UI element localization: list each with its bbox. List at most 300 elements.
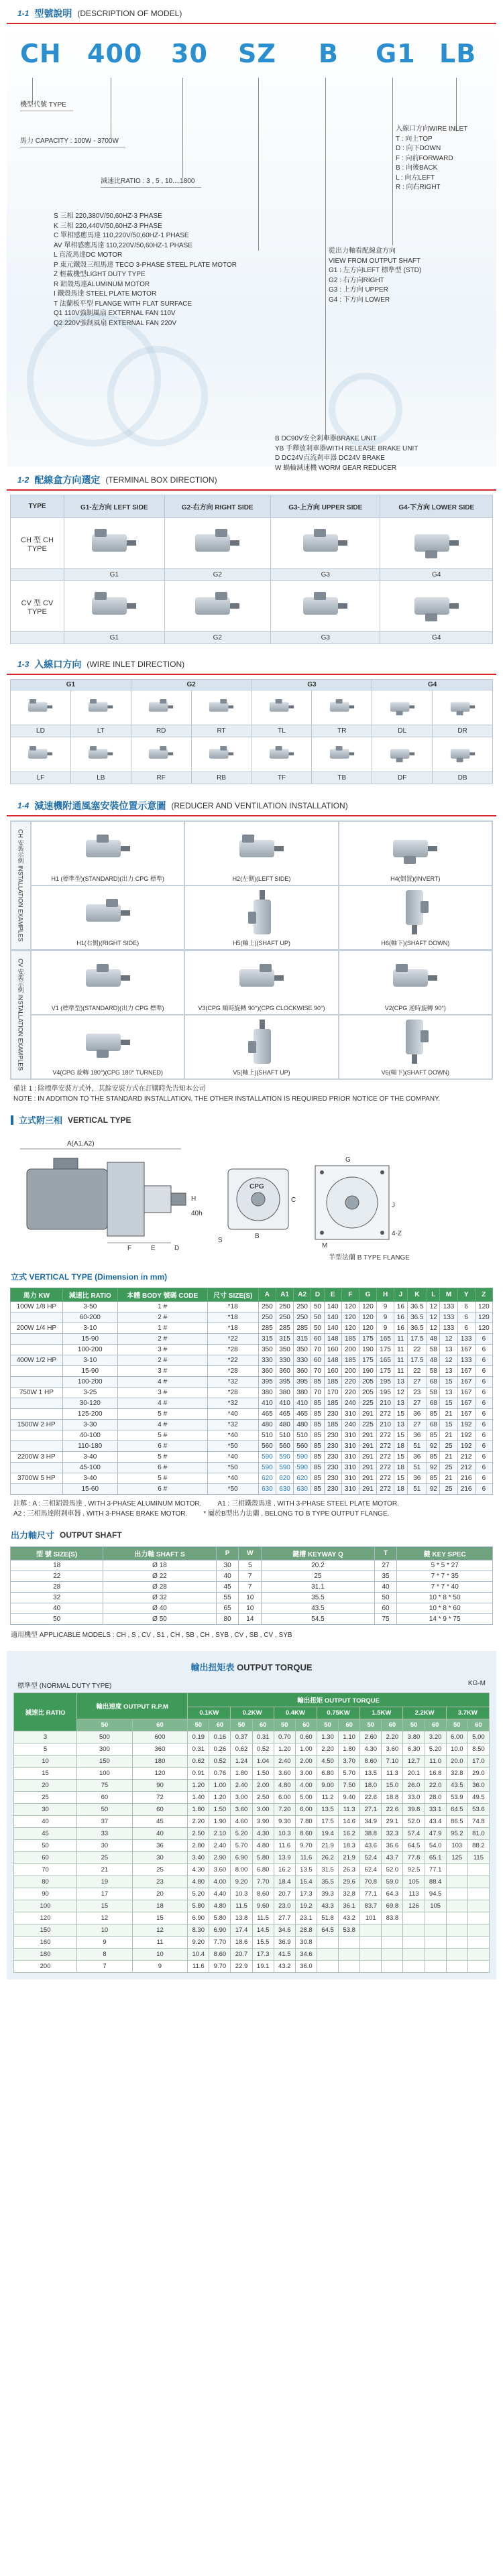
- table-cell: 590: [276, 1463, 293, 1473]
- table-cell: 560: [294, 1441, 311, 1452]
- table-cell: 83.8: [382, 1912, 403, 1924]
- install-cell: [184, 885, 338, 950]
- table-cell: 23: [132, 1876, 188, 1888]
- table-cell: 51: [407, 1441, 427, 1452]
- table-row: [14, 1937, 490, 1949]
- table-cell: 5 #: [117, 1430, 207, 1441]
- dim-label-g: G: [345, 1156, 351, 1164]
- table-cell: 5 #: [117, 1409, 207, 1420]
- table-cell: 120: [14, 1912, 77, 1924]
- table-cell: 6: [475, 1334, 492, 1345]
- table-cell: 10.3: [274, 1828, 295, 1840]
- motor-g2-icon: [191, 526, 243, 558]
- table-cell: 9.20: [188, 1937, 209, 1949]
- table-cell: 13.8: [231, 1912, 252, 1924]
- table-cell: 8.60: [209, 1949, 231, 1961]
- table-cell: 18.4: [274, 1876, 295, 1888]
- table-cell: 140: [324, 1312, 341, 1323]
- table-cell: 140: [324, 1302, 341, 1312]
- table-cell: 350: [294, 1345, 311, 1355]
- table-cell: 360: [258, 1366, 276, 1377]
- ratio-label: 減速比RATIO : 3 , 5 , 10....1800: [101, 177, 201, 188]
- table-cell: 120: [475, 1323, 492, 1334]
- terminal-section-header: [7, 467, 496, 491]
- table-cell: 0.19: [188, 1731, 209, 1743]
- table-row: [11, 1441, 493, 1452]
- table-cell: 205: [359, 1377, 376, 1388]
- table-cell: 465: [294, 1409, 311, 1420]
- table-row: [14, 1804, 490, 1816]
- table-cell: 4.30: [252, 1828, 274, 1840]
- table-cell: 12: [440, 1355, 457, 1366]
- table-cell: 5 #: [117, 1473, 207, 1484]
- table-cell: 4.80: [274, 1780, 295, 1792]
- hz-header: 60: [425, 1719, 446, 1731]
- table-cell: 180: [132, 1756, 188, 1768]
- table-cell: 133: [457, 1355, 475, 1366]
- table-cell: *22: [207, 1334, 258, 1345]
- table-row: [11, 1323, 493, 1334]
- ch-side-label-box: [11, 821, 31, 950]
- table-cell: 210: [377, 1420, 394, 1430]
- table-cell: [11, 1463, 63, 1473]
- table-row: [14, 1852, 490, 1864]
- table-cell: [467, 1876, 489, 1888]
- table-cell: 310: [341, 1463, 359, 1473]
- dim-label-4z: 4-Z: [392, 1230, 402, 1237]
- table-cell: Ø 28: [103, 1582, 216, 1593]
- code-cell: G3: [271, 632, 380, 644]
- table-cell: 1500W 2 HP: [11, 1420, 63, 1430]
- table-cell: [446, 1864, 467, 1876]
- table-cell: 60: [374, 1603, 397, 1614]
- table-cell: 30: [132, 1852, 188, 1864]
- table-cell: 167: [457, 1409, 475, 1420]
- table-cell: 15.5: [252, 1937, 274, 1949]
- table-cell: 18: [394, 1441, 407, 1452]
- table-cell: 3.60: [274, 1768, 295, 1780]
- dim-col-header: A1: [276, 1288, 293, 1302]
- table-cell: 35: [374, 1571, 397, 1582]
- inlet-code: DR: [433, 725, 493, 737]
- table-cell: 6: [475, 1430, 492, 1441]
- motor-type-item: T 法蘭板平型 FLANGE WITH FLAT SURFACE: [54, 300, 192, 308]
- table-cell: 36.1: [339, 1900, 360, 1912]
- install-motor-icon: [82, 1026, 134, 1058]
- code-brake: B: [319, 39, 339, 68]
- table-cell: 0.31: [188, 1743, 209, 1756]
- table-cell: 230: [324, 1409, 341, 1420]
- table-cell: 230: [324, 1430, 341, 1441]
- table-cell: 480: [258, 1420, 276, 1430]
- hz-header: 60: [295, 1719, 317, 1731]
- torque-table: [13, 1693, 490, 1973]
- table-cell: 33.1: [425, 1804, 446, 1816]
- table-row: [14, 1900, 490, 1912]
- table-row: [11, 1463, 493, 1473]
- install-motor-icon: [399, 1016, 431, 1068]
- row-label: CH 型 CH TYPE: [11, 518, 64, 569]
- dim-table-title: [11, 1271, 492, 1282]
- table-cell: 8.00: [231, 1864, 252, 1876]
- table-cell: 6.80: [252, 1864, 274, 1876]
- shaft-title-zh: 出力軸尺寸: [11, 1530, 55, 1540]
- table-row: [14, 1731, 490, 1743]
- table-cell: 37: [77, 1816, 133, 1828]
- table-cell: 85: [311, 1430, 324, 1441]
- table-cell: 101: [360, 1912, 382, 1924]
- table-cell: 17.3: [252, 1949, 274, 1961]
- table-row: [11, 1345, 493, 1355]
- table-cell: 81.0: [467, 1828, 489, 1840]
- note-a1: A1 : 三相鐵殼馬達 , WITH 3-PHASE STEEL PLATE MOTOR.: [217, 1500, 399, 1508]
- table-cell: 150: [14, 1924, 77, 1937]
- table-cell: 13.5: [295, 1864, 317, 1876]
- install-cell: [31, 1015, 184, 1079]
- vertical-drawing: [7, 1129, 496, 1270]
- install-cell: [31, 821, 184, 885]
- group-header: G1: [11, 680, 131, 690]
- code-motor: SZ: [238, 39, 276, 68]
- table-cell: 10.0: [446, 1743, 467, 1756]
- table-cell: 36: [132, 1840, 188, 1852]
- table-cell: 75: [374, 1614, 397, 1625]
- table-cell: 6 #: [117, 1463, 207, 1473]
- table-cell: 43.6: [360, 1840, 382, 1852]
- table-row: [11, 1388, 493, 1398]
- section-title-zh: 配線盒方向選定: [34, 475, 101, 485]
- motor-cv-g3-icon: [299, 589, 351, 621]
- table-cell: 13: [440, 1388, 457, 1398]
- install-motor-icon: [245, 1016, 278, 1068]
- table-row: [11, 1560, 493, 1571]
- table-cell: 43.3: [317, 1900, 338, 1912]
- table-cell: 3 #: [117, 1366, 207, 1377]
- table-cell: 9.40: [339, 1792, 360, 1804]
- motor-type-item: Z 輕載機型LIGHT DUTY TYPE: [54, 271, 146, 278]
- table-cell: 70: [14, 1864, 77, 1876]
- table-cell: 133: [440, 1312, 457, 1323]
- table-cell: 285: [294, 1323, 311, 1334]
- table-cell: 148: [324, 1355, 341, 1366]
- table-cell: [11, 1366, 63, 1377]
- table-cell: 315: [258, 1334, 276, 1345]
- dim-col-header: G: [359, 1288, 376, 1302]
- torque-power-header: 1.5KW: [360, 1707, 403, 1719]
- dim-label-e: E: [151, 1245, 156, 1252]
- section-number: 1-4: [17, 801, 30, 810]
- table-cell: 20.1: [403, 1768, 425, 1780]
- install-motor-icon: [389, 961, 441, 993]
- table-cell: 1.80: [231, 1768, 252, 1780]
- table-cell: 0.52: [209, 1756, 231, 1768]
- table-cell: 100-200: [62, 1377, 117, 1388]
- table-cell: Ø 18: [103, 1560, 216, 1571]
- table-cell: 5: [239, 1560, 262, 1571]
- table-cell: 6: [475, 1377, 492, 1388]
- shaft-title-en: OUTPUT SHAFT: [60, 1530, 122, 1540]
- table-cell: 11.6: [274, 1840, 295, 1852]
- inlet-code: LF: [11, 772, 71, 784]
- table-cell: 47.9: [425, 1828, 446, 1840]
- table-cell: 4.30: [360, 1743, 382, 1756]
- table-row: [14, 1828, 490, 1840]
- code-cell: G1: [64, 569, 165, 581]
- table-cell: 380: [276, 1388, 293, 1398]
- inlet-motor-icon: [207, 698, 236, 715]
- table-cell: 15: [394, 1430, 407, 1441]
- table-cell: 9: [377, 1323, 394, 1334]
- table-cell: 68: [427, 1398, 440, 1409]
- table-cell: 28.8: [295, 1924, 317, 1937]
- install-note-zh: 備註 1 : 除標準安裝方式外，其餘安裝方式在訂購時先告知本公司: [13, 1085, 206, 1093]
- table-cell: 18.3: [339, 1840, 360, 1852]
- table-cell: 36.9: [274, 1937, 295, 1949]
- table-cell: 185: [324, 1377, 341, 1388]
- table-cell: 126: [403, 1900, 425, 1912]
- capacity-label: 馬力 CAPACITY : 100W - 3700W: [20, 137, 125, 147]
- table-cell: 3-25: [62, 1388, 117, 1398]
- hz-header: 50: [446, 1719, 467, 1731]
- table-cell: 4 #: [117, 1420, 207, 1430]
- inlet-code: TR: [312, 725, 372, 737]
- table-cell: *28: [207, 1345, 258, 1355]
- table-cell: 12: [427, 1302, 440, 1312]
- leader-line: [32, 78, 33, 102]
- table-cell: 200: [341, 1345, 359, 1355]
- table-cell: 92: [427, 1484, 440, 1495]
- torque-unit: KG-M: [467, 1680, 486, 1687]
- table-cell: 0.70: [274, 1731, 295, 1743]
- table-cell: 35.5: [317, 1876, 338, 1888]
- table-cell: 4.00: [295, 1780, 317, 1792]
- table-cell: 27: [407, 1420, 427, 1430]
- table-cell: 300: [77, 1743, 133, 1756]
- table-cell: 7: [239, 1582, 262, 1593]
- table-cell: 26.2: [317, 1852, 338, 1864]
- table-cell: 55: [216, 1593, 239, 1603]
- col-header: TYPE: [11, 495, 64, 518]
- table-cell: 5.00: [295, 1792, 317, 1804]
- table-cell: 22.6: [360, 1792, 382, 1804]
- table-cell: 40: [14, 1816, 77, 1828]
- table-cell: 77.1: [360, 1888, 382, 1900]
- table-cell: 21.9: [317, 1840, 338, 1852]
- table-cell: 92: [427, 1463, 440, 1473]
- table-cell: 13: [394, 1398, 407, 1409]
- table-cell: 58: [427, 1388, 440, 1398]
- table-cell: 14 * 9 * 75: [397, 1614, 493, 1625]
- hz-header: 60: [209, 1719, 231, 1731]
- table-cell: [403, 1912, 425, 1924]
- section-title-zh: 入線口方向: [34, 659, 82, 670]
- table-cell: [446, 1888, 467, 1900]
- table-cell: 380: [258, 1388, 276, 1398]
- table-cell: 65.1: [425, 1852, 446, 1864]
- vertical-notes: [13, 1499, 490, 1519]
- dim-col-header: 本體 BODY 號碼 CODE: [117, 1288, 207, 1302]
- table-cell: 310: [341, 1409, 359, 1420]
- table-cell: 11: [394, 1366, 407, 1377]
- table-cell: 20: [132, 1888, 188, 1900]
- inlet-code: RB: [191, 772, 252, 784]
- table-cell: [467, 1888, 489, 1900]
- table-cell: [339, 1961, 360, 1973]
- table-cell: 30: [14, 1804, 77, 1816]
- install-motor-icon: [399, 886, 431, 938]
- table-cell: 12: [394, 1388, 407, 1398]
- table-cell: 15.0: [382, 1780, 403, 1792]
- table-cell: 2.00: [252, 1780, 274, 1792]
- table-cell: 4 #: [117, 1398, 207, 1409]
- table-cell: 53.9: [446, 1792, 467, 1804]
- col-header: G2-右方向 RIGHT SIDE: [164, 495, 271, 518]
- table-row: [11, 1377, 493, 1388]
- table-cell: 15-90: [62, 1366, 117, 1377]
- table-cell: *32: [207, 1398, 258, 1409]
- table-cell: 10: [239, 1593, 262, 1603]
- table-cell: 240: [341, 1398, 359, 1409]
- table-cell: 250: [294, 1312, 311, 1323]
- table-cell: 750W 1 HP: [11, 1388, 63, 1398]
- table-cell: 23: [407, 1388, 427, 1398]
- table-cell: 330: [258, 1355, 276, 1366]
- table-cell: 2.50: [188, 1828, 209, 1840]
- table-cell: 620: [294, 1473, 311, 1484]
- table-cell: 220: [341, 1377, 359, 1388]
- table-cell: 100: [14, 1900, 77, 1912]
- table-cell: 9: [132, 1961, 188, 1973]
- table-cell: [403, 1961, 425, 1973]
- dim-label-d: D: [174, 1245, 180, 1252]
- table-cell: 3 #: [117, 1388, 207, 1398]
- table-cell: 200: [341, 1366, 359, 1377]
- table-cell: 6: [475, 1420, 492, 1430]
- table-cell: 36.0: [295, 1961, 317, 1973]
- table-cell: 6.90: [209, 1924, 231, 1937]
- table-cell: 133: [457, 1334, 475, 1345]
- table-cell: 16.8: [425, 1768, 446, 1780]
- hz-header: 60: [252, 1719, 274, 1731]
- table-row: [14, 1780, 490, 1792]
- table-cell: 9: [77, 1937, 133, 1949]
- table-cell: 120: [359, 1302, 376, 1312]
- table-cell: 50: [311, 1302, 324, 1312]
- table-cell: 5.70: [339, 1768, 360, 1780]
- hz-header: 50: [188, 1719, 209, 1731]
- table-cell: *40: [207, 1452, 258, 1463]
- table-cell: 60: [311, 1355, 324, 1366]
- table-cell: 17.4: [231, 1924, 252, 1937]
- table-cell: 590: [294, 1452, 311, 1463]
- table-cell: 110-180: [62, 1441, 117, 1452]
- dim-col-header: A: [258, 1288, 276, 1302]
- table-cell: 12: [132, 1924, 188, 1937]
- model-code-diagram: [7, 24, 496, 472]
- table-cell: 15: [14, 1768, 77, 1780]
- table-cell: 54.0: [425, 1840, 446, 1852]
- hz-header: 50: [317, 1719, 338, 1731]
- table-cell: 6 #: [117, 1441, 207, 1452]
- table-cell: 3-30: [62, 1420, 117, 1430]
- motor-type-list: [54, 212, 237, 328]
- dim-col-header: L: [427, 1288, 440, 1302]
- shaft-title: [11, 1528, 492, 1541]
- table-cell: [382, 1924, 403, 1937]
- table-cell: 15-90: [62, 1334, 117, 1345]
- inlet-dir-item: D : 向下DOWN: [396, 145, 441, 152]
- table-cell: 34.6: [295, 1949, 317, 1961]
- table-cell: 3-10: [62, 1355, 117, 1366]
- table-cell: 410: [294, 1398, 311, 1409]
- table-cell: 5.20: [188, 1888, 209, 1900]
- section-title-zh: 減速機附通風塞安裝位置示意圖: [34, 800, 166, 811]
- table-cell: 230: [324, 1441, 341, 1452]
- dim-col-header: Z: [475, 1288, 492, 1302]
- table-cell: 7.70: [252, 1876, 274, 1888]
- leader-line: [182, 78, 183, 178]
- table-row: [11, 1603, 493, 1614]
- table-cell: 7: [77, 1961, 133, 1973]
- table-cell: 74.8: [467, 1816, 489, 1828]
- table-cell: 20.0: [446, 1756, 467, 1768]
- table-cell: 190: [359, 1345, 376, 1355]
- table-cell: 23.1: [295, 1912, 317, 1924]
- table-cell: [11, 1441, 63, 1452]
- table-cell: 6.80: [317, 1768, 338, 1780]
- table-cell: 11.3: [382, 1768, 403, 1780]
- inlet-code: TL: [252, 725, 312, 737]
- table-cell: 1.50: [209, 1804, 231, 1816]
- table-cell: 10: [239, 1603, 262, 1614]
- brake-type-item: B DC90V安全剎車器BRAKE UNIT: [275, 435, 377, 442]
- motor-type-item: C 單相感應馬達 110,220V/50,60HZ-1 PHASE: [54, 232, 189, 239]
- table-cell: 125-200: [62, 1409, 117, 1420]
- dim-col-header: K: [407, 1288, 427, 1302]
- table-cell: 103: [446, 1840, 467, 1852]
- inlet-motor-icon: [207, 745, 236, 762]
- table-cell: 560: [276, 1441, 293, 1452]
- table-cell: 59.0: [382, 1876, 403, 1888]
- code-cell: G4: [380, 569, 493, 581]
- table-cell: 1 #: [117, 1323, 207, 1334]
- table-cell: 19.1: [252, 1961, 274, 1973]
- table-row: [14, 1912, 490, 1924]
- table-cell: 6: [475, 1398, 492, 1409]
- table-cell: 465: [276, 1409, 293, 1420]
- dim-label-c: C: [291, 1197, 296, 1204]
- install-caption: H5(軸上)(SHAFT UP): [233, 940, 290, 946]
- table-cell: 17.5: [317, 1816, 338, 1828]
- dim-col-header: 馬力 KW: [11, 1288, 63, 1302]
- table-cell: 160: [324, 1366, 341, 1377]
- brake-type-item: W 蝸輪減速機 WORM GEAR REDUCER: [275, 464, 397, 472]
- torque-title-en: OUTPUT TORQUE: [237, 1662, 313, 1672]
- table-cell: *18: [207, 1323, 258, 1334]
- table-cell: 4 #: [117, 1377, 207, 1388]
- inlet-motor-icon: [26, 698, 55, 715]
- table-cell: 272: [377, 1409, 394, 1420]
- table-cell: 115: [467, 1852, 489, 1864]
- table-cell: 310: [341, 1484, 359, 1495]
- table-cell: [467, 1864, 489, 1876]
- table-row: [11, 1366, 493, 1377]
- table-cell: 36: [407, 1430, 427, 1441]
- table-cell: 11.0: [425, 1756, 446, 1768]
- install-caption: V3(CPG 順時旋轉 90°)(CPG CLOCKWISE 90°): [198, 1005, 325, 1011]
- table-cell: 510: [276, 1430, 293, 1441]
- motor-type-item: Q2 220V強制風扇 EXTERNAL FAN 220V: [54, 319, 177, 327]
